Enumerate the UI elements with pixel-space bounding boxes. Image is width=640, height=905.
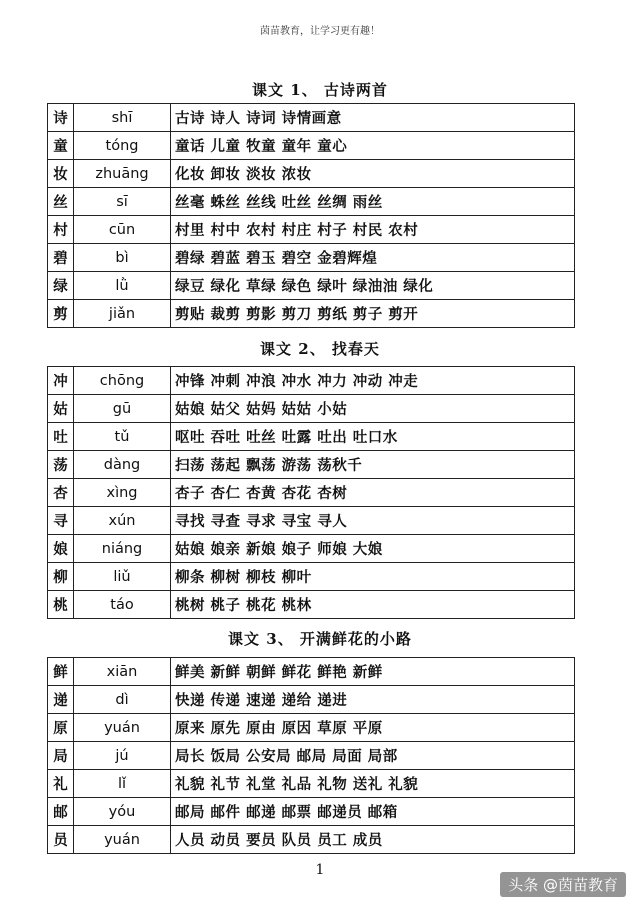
- words-cell: 柳条 柳树 柳枝 柳叶: [171, 563, 575, 591]
- char-cell: 丝: [48, 188, 74, 216]
- section-title-2: 课文 2、 找春天: [260, 340, 380, 358]
- pinyin-cell: yuán: [74, 714, 171, 742]
- words-cell: 绿豆 绿化 草绿 绿色 绿叶 绿油油 绿化: [171, 272, 575, 300]
- table-row: [48, 658, 575, 686]
- pinyin-cell: gū: [74, 395, 171, 423]
- pinyin-cell: xiān: [74, 658, 171, 686]
- pinyin-cell: lǜ: [74, 272, 171, 300]
- char-cell: 杏: [48, 479, 74, 507]
- pinyin-cell: bì: [74, 244, 171, 272]
- words-cell: 姑娘 姑父 姑妈 姑姑 小姑: [171, 395, 575, 423]
- char-cell: 局: [48, 742, 74, 770]
- table-row: [48, 770, 575, 798]
- words-cell: 邮局 邮件 邮递 邮票 邮递员 邮箱: [171, 798, 575, 826]
- char-cell: 邮: [48, 798, 74, 826]
- table-row: [48, 479, 575, 507]
- words-cell: 寻找 寻查 寻求 寻宝 寻人: [171, 507, 575, 535]
- table-row: [48, 591, 575, 619]
- section-title-1: 课文 1、 古诗两首: [252, 81, 388, 99]
- words-cell: 扫荡 荡起 飘荡 游荡 荡秋千: [171, 451, 575, 479]
- char-cell: 荡: [48, 451, 74, 479]
- char-cell: 礼: [48, 770, 74, 798]
- pinyin-cell: jiǎn: [74, 300, 171, 328]
- words-cell: 快递 传递 速递 递给 递进: [171, 686, 575, 714]
- char-cell: 剪: [48, 300, 74, 328]
- char-cell: 递: [48, 686, 74, 714]
- pinyin-cell: lǐ: [74, 770, 171, 798]
- pinyin-cell: dàng: [74, 451, 171, 479]
- pinyin-cell: yóu: [74, 798, 171, 826]
- table-row: [48, 535, 575, 563]
- page-number: 1: [315, 862, 325, 878]
- vocab-table-1: [47, 103, 575, 328]
- table-row: [48, 686, 575, 714]
- char-cell: 鲜: [48, 658, 74, 686]
- table-row: [48, 160, 575, 188]
- pinyin-cell: táo: [74, 591, 171, 619]
- vocab-table-2: [47, 366, 575, 619]
- words-cell: 村里 村中 农村 村庄 村子 村民 农村: [171, 216, 575, 244]
- table-row: [48, 798, 575, 826]
- table-row: [48, 272, 575, 300]
- table-row: [48, 395, 575, 423]
- table-row: [48, 244, 575, 272]
- vocab-table-3: [47, 657, 575, 854]
- table-row: [48, 563, 575, 591]
- pinyin-cell: shī: [74, 104, 171, 132]
- pinyin-cell: tóng: [74, 132, 171, 160]
- char-cell: 柳: [48, 563, 74, 591]
- words-cell: 童话 儿童 牧童 童年 童心: [171, 132, 575, 160]
- table-row: [48, 104, 575, 132]
- words-cell: 冲锋 冲刺 冲浪 冲水 冲力 冲动 冲走: [171, 367, 575, 395]
- table-row: [48, 742, 575, 770]
- words-cell: 姑娘 娘亲 新娘 娘子 师娘 大娘: [171, 535, 575, 563]
- words-cell: 碧绿 碧蓝 碧玉 碧空 金碧辉煌: [171, 244, 575, 272]
- section-title-3: 课文 3、 开满鲜花的小路: [228, 630, 412, 648]
- words-cell: 局长 饭局 公安局 邮局 局面 局部: [171, 742, 575, 770]
- watermark-logo: 头条 @茵苗教育: [500, 872, 626, 897]
- pinyin-cell: xún: [74, 507, 171, 535]
- pinyin-cell: zhuāng: [74, 160, 171, 188]
- pinyin-cell: liǔ: [74, 563, 171, 591]
- char-cell: 娘: [48, 535, 74, 563]
- words-cell: 化妆 卸妆 淡妆 浓妆: [171, 160, 575, 188]
- table-row: [48, 714, 575, 742]
- words-cell: 呕吐 吞吐 吐丝 吐露 吐出 吐口水: [171, 423, 575, 451]
- char-cell: 绿: [48, 272, 74, 300]
- table-row: [48, 826, 575, 854]
- table-row: [48, 451, 575, 479]
- words-cell: 桃树 桃子 桃花 桃林: [171, 591, 575, 619]
- char-cell: 村: [48, 216, 74, 244]
- table-row: [48, 188, 575, 216]
- pinyin-cell: chōng: [74, 367, 171, 395]
- pinyin-cell: tǔ: [74, 423, 171, 451]
- table-row: [48, 507, 575, 535]
- char-cell: 寻: [48, 507, 74, 535]
- char-cell: 妆: [48, 160, 74, 188]
- words-cell: 人员 动员 要员 队员 员工 成员: [171, 826, 575, 854]
- pinyin-cell: niáng: [74, 535, 171, 563]
- pinyin-cell: xìng: [74, 479, 171, 507]
- char-cell: 原: [48, 714, 74, 742]
- words-cell: 杏子 杏仁 杏黄 杏花 杏树: [171, 479, 575, 507]
- words-cell: 古诗 诗人 诗词 诗情画意: [171, 104, 575, 132]
- page-header: 茵苗教育，让学习更有趣！: [260, 26, 380, 37]
- char-cell: 桃: [48, 591, 74, 619]
- words-cell: 礼貌 礼节 礼堂 礼品 礼物 送礼 礼貌: [171, 770, 575, 798]
- words-cell: 原来 原先 原由 原因 草原 平原: [171, 714, 575, 742]
- table-row: [48, 367, 575, 395]
- char-cell: 碧: [48, 244, 74, 272]
- pinyin-cell: dì: [74, 686, 171, 714]
- table-row: [48, 132, 575, 160]
- pinyin-cell: jú: [74, 742, 171, 770]
- char-cell: 吐: [48, 423, 74, 451]
- char-cell: 员: [48, 826, 74, 854]
- words-cell: 鲜美 新鲜 朝鲜 鲜花 鲜艳 新鲜: [171, 658, 575, 686]
- table-row: [48, 216, 575, 244]
- char-cell: 姑: [48, 395, 74, 423]
- char-cell: 冲: [48, 367, 74, 395]
- pinyin-cell: sī: [74, 188, 171, 216]
- pinyin-cell: yuán: [74, 826, 171, 854]
- pinyin-cell: cūn: [74, 216, 171, 244]
- char-cell: 诗: [48, 104, 74, 132]
- words-cell: 剪贴 裁剪 剪影 剪刀 剪纸 剪子 剪开: [171, 300, 575, 328]
- words-cell: 丝毫 蛛丝 丝线 吐丝 丝绸 雨丝: [171, 188, 575, 216]
- char-cell: 童: [48, 132, 74, 160]
- table-row: [48, 423, 575, 451]
- table-row: [48, 300, 575, 328]
